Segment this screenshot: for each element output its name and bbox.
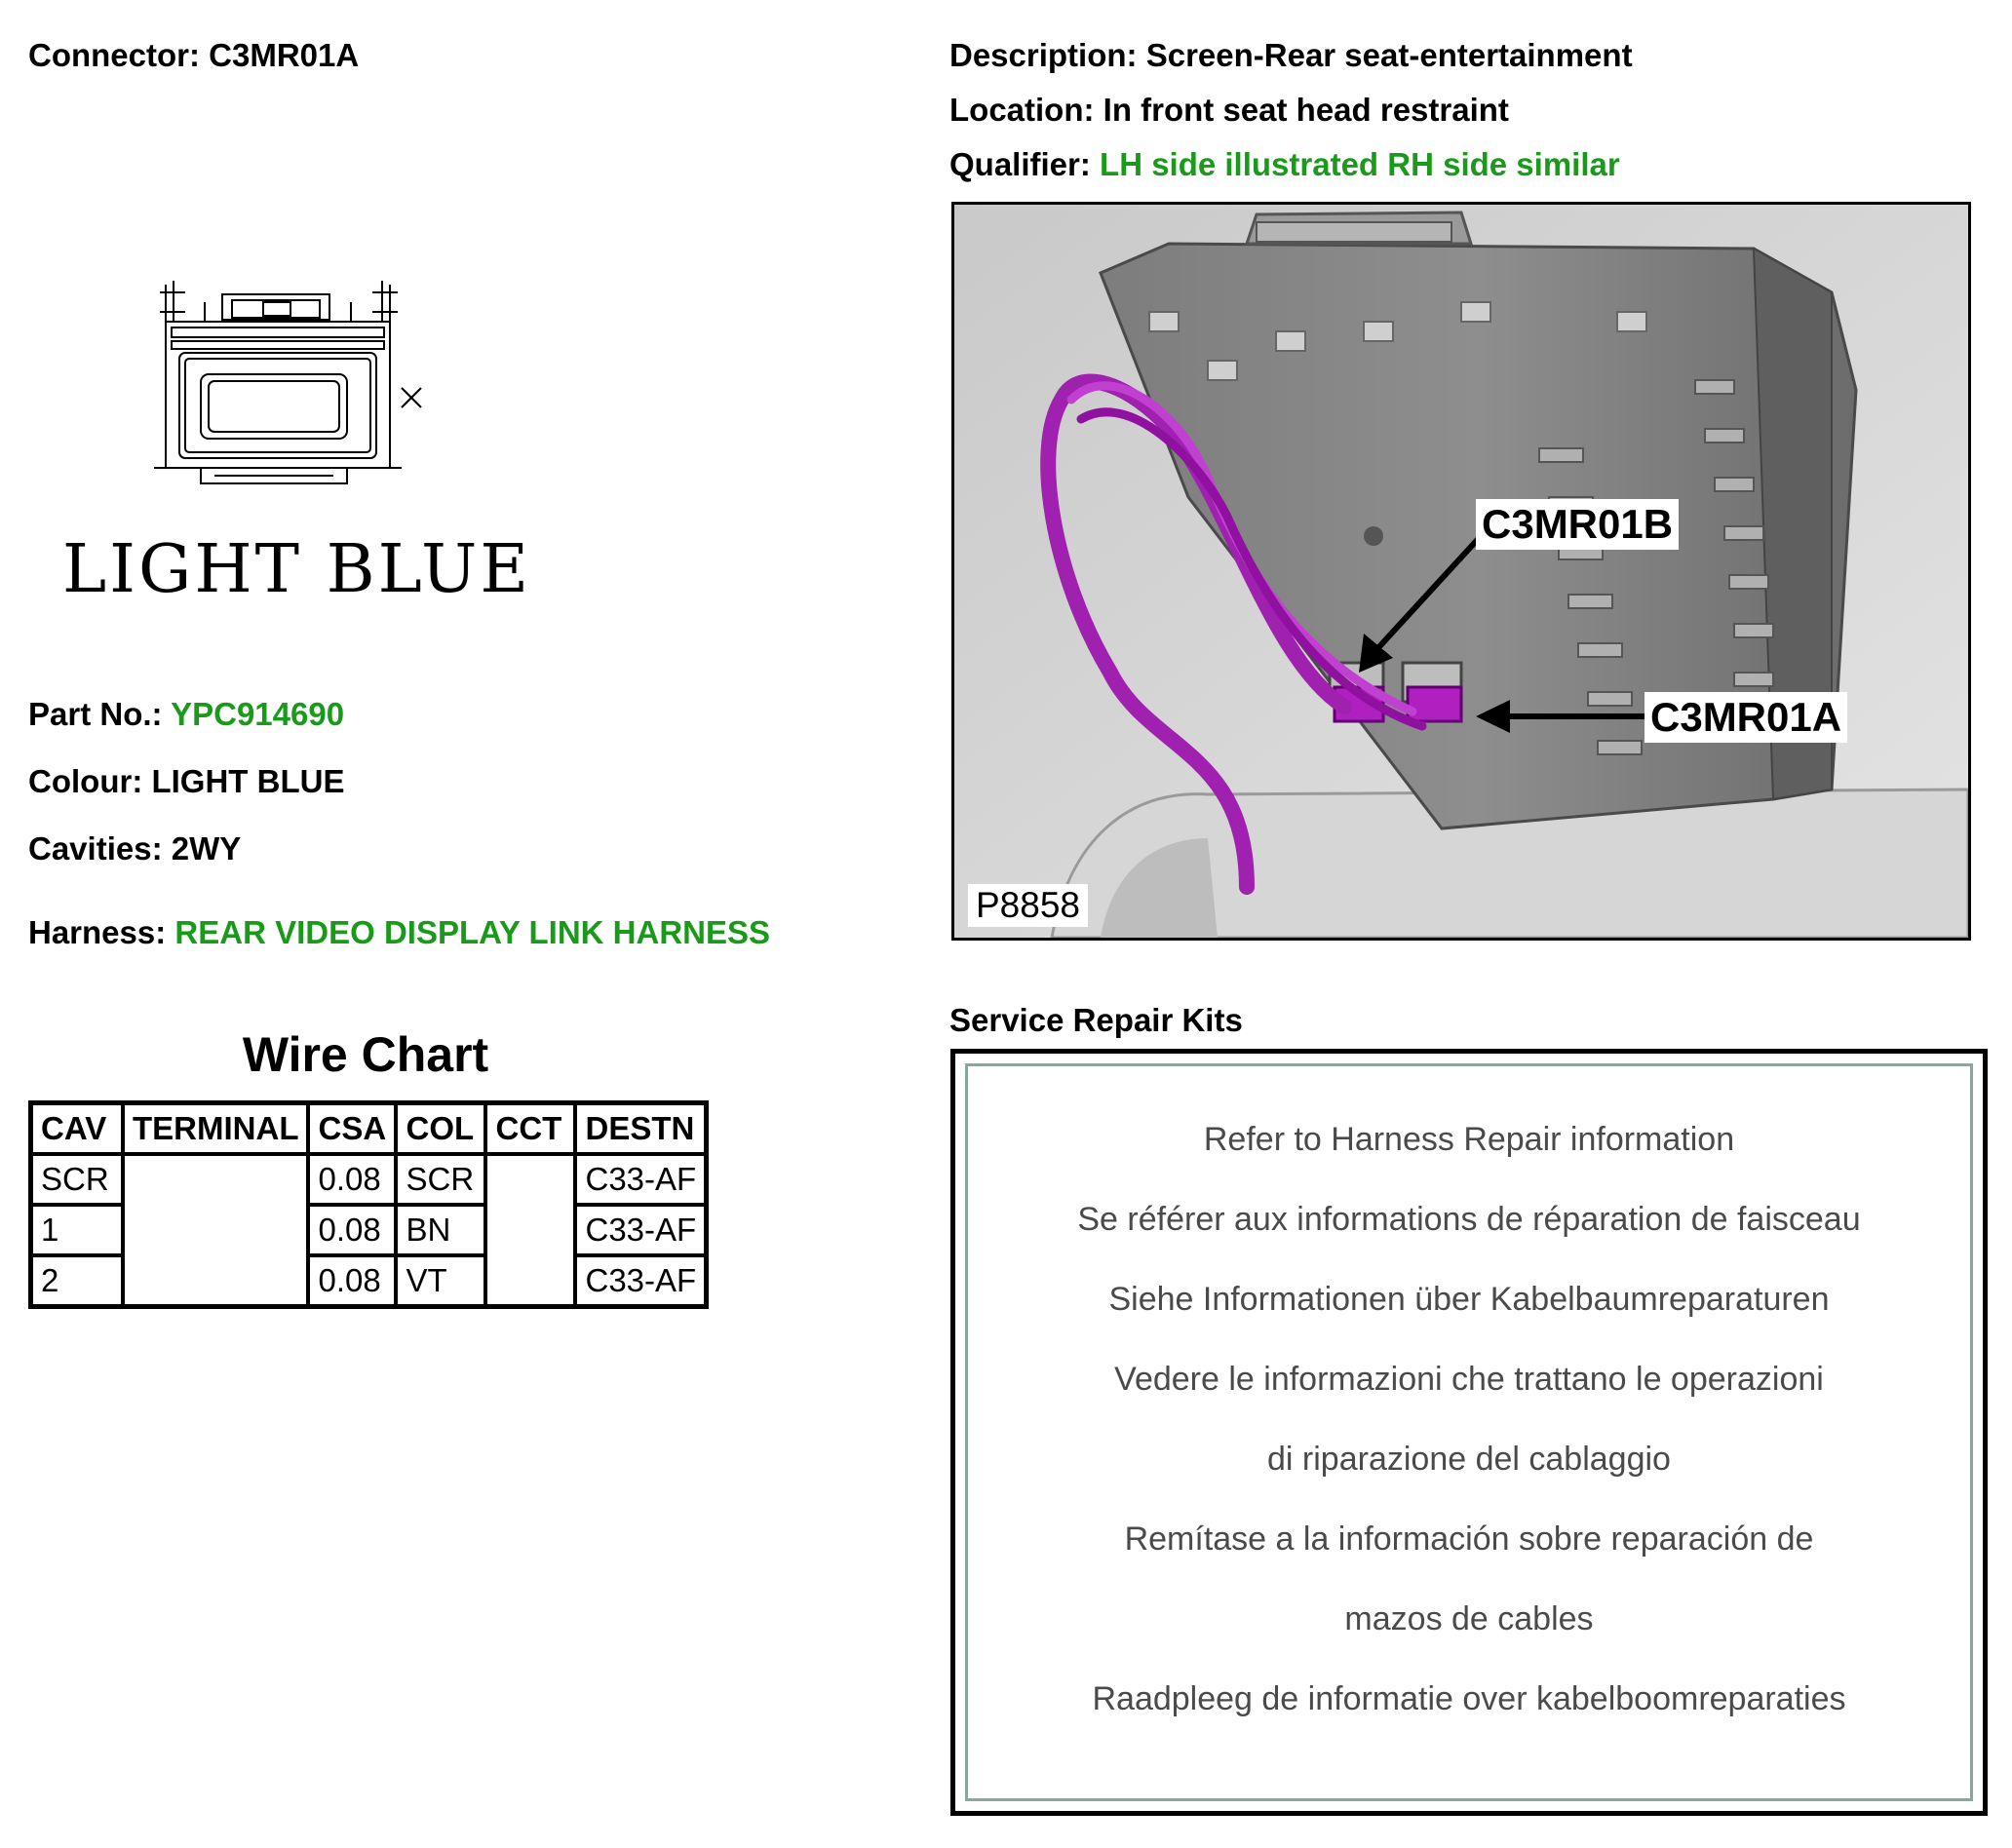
kits-line: Remítase a la información sobre reparación de [1124, 1521, 1814, 1558]
service-repair-kits-box [950, 1049, 1988, 1816]
cell-col: VT [396, 1255, 485, 1307]
table-row [31, 1154, 707, 1205]
kits-line: di riparazione del cablaggio [1267, 1441, 1671, 1478]
colour-value: LIGHT BLUE [151, 763, 345, 799]
cell-csa: 0.08 [308, 1154, 396, 1205]
photo-reference-id: P8858 [968, 884, 1088, 927]
kits-line: Siehe Informationen über Kabelbaumreparaturen [1108, 1281, 1830, 1318]
location-value: In front seat head restraint [1103, 92, 1509, 128]
cell-cav: 2 [31, 1255, 124, 1307]
cell-cct [485, 1255, 575, 1307]
connector-label: Connector: [28, 37, 200, 73]
cavities-label: Cavities: [28, 830, 163, 866]
kits-line: mazos de cables [1344, 1600, 1594, 1637]
part-no-line [28, 696, 344, 733]
cavities-line [28, 830, 241, 867]
cell-terminal [123, 1205, 308, 1255]
cell-terminal [123, 1154, 308, 1205]
header-csa: CSA [308, 1103, 396, 1155]
cell-cct [485, 1154, 575, 1205]
location-line [949, 92, 1509, 129]
header-cct: CCT [485, 1103, 575, 1155]
screen-module-illustration [954, 205, 1968, 938]
connector-line [28, 37, 359, 74]
header-terminal: TERMINAL [123, 1103, 308, 1155]
cell-terminal [123, 1255, 308, 1307]
header-cav: CAV [31, 1103, 124, 1155]
wire-chart-table [28, 1100, 709, 1309]
cell-cct [485, 1205, 575, 1255]
table-row [31, 1255, 707, 1307]
qualifier-label: Qualifier: [949, 146, 1091, 182]
wire-chart-title: Wire Chart [242, 1027, 489, 1082]
qualifier-line [949, 146, 1620, 183]
connector-value: C3MR01A [209, 37, 360, 73]
colour-line [28, 763, 344, 800]
qualifier-value: LH side illustrated RH side similar [1100, 146, 1620, 182]
header-destn: DESTN [575, 1103, 707, 1155]
description-label: Description: [949, 37, 1138, 73]
callout-c3mr01a: C3MR01A [1644, 692, 1847, 743]
cell-destn: C33-AF [575, 1255, 707, 1307]
part-no-label: Part No.: [28, 696, 163, 732]
service-repair-kits-inner-frame [965, 1063, 1973, 1801]
harness-link[interactable]: REAR VIDEO DISPLAY LINK HARNESS [174, 914, 771, 950]
location-photo [951, 202, 1971, 941]
kits-line: Vedere le informazioni che trattano le operazioni [1114, 1361, 1824, 1398]
harness-label: Harness: [28, 914, 167, 950]
table-row [31, 1205, 707, 1255]
header-col: COL [396, 1103, 485, 1155]
part-no-link[interactable]: YPC914690 [171, 696, 345, 732]
kits-line: Raadpleeg de informatie over kabelboomreparaties [1092, 1680, 1846, 1717]
cell-col: SCR [396, 1154, 485, 1205]
location-label: Location: [949, 92, 1095, 128]
connector-colour-text: LIGHT BLUE [62, 531, 531, 608]
description-line [949, 37, 1633, 74]
description-value: Screen-Rear seat-entertainment [1145, 37, 1633, 73]
callout-c3mr01b: C3MR01B [1476, 499, 1679, 550]
harness-line [28, 914, 770, 951]
cavities-value: 2WY [171, 830, 242, 866]
kits-line: Se référer aux informations de réparation de faisceau [1077, 1201, 1861, 1238]
kits-line: Refer to Harness Repair information [1203, 1121, 1735, 1158]
cell-destn: C33-AF [575, 1205, 707, 1255]
cell-csa: 0.08 [308, 1205, 396, 1255]
cell-cav: 1 [31, 1205, 124, 1255]
cell-col: BN [396, 1205, 485, 1255]
cell-cav: SCR [31, 1154, 124, 1205]
service-repair-kits-title: Service Repair Kits [949, 1002, 1243, 1038]
colour-label: Colour: [28, 763, 143, 799]
cell-destn: C33-AF [575, 1154, 707, 1205]
connector-face-drawing [146, 273, 439, 507]
wire-chart-header-row [31, 1103, 707, 1155]
cell-csa: 0.08 [308, 1255, 396, 1307]
